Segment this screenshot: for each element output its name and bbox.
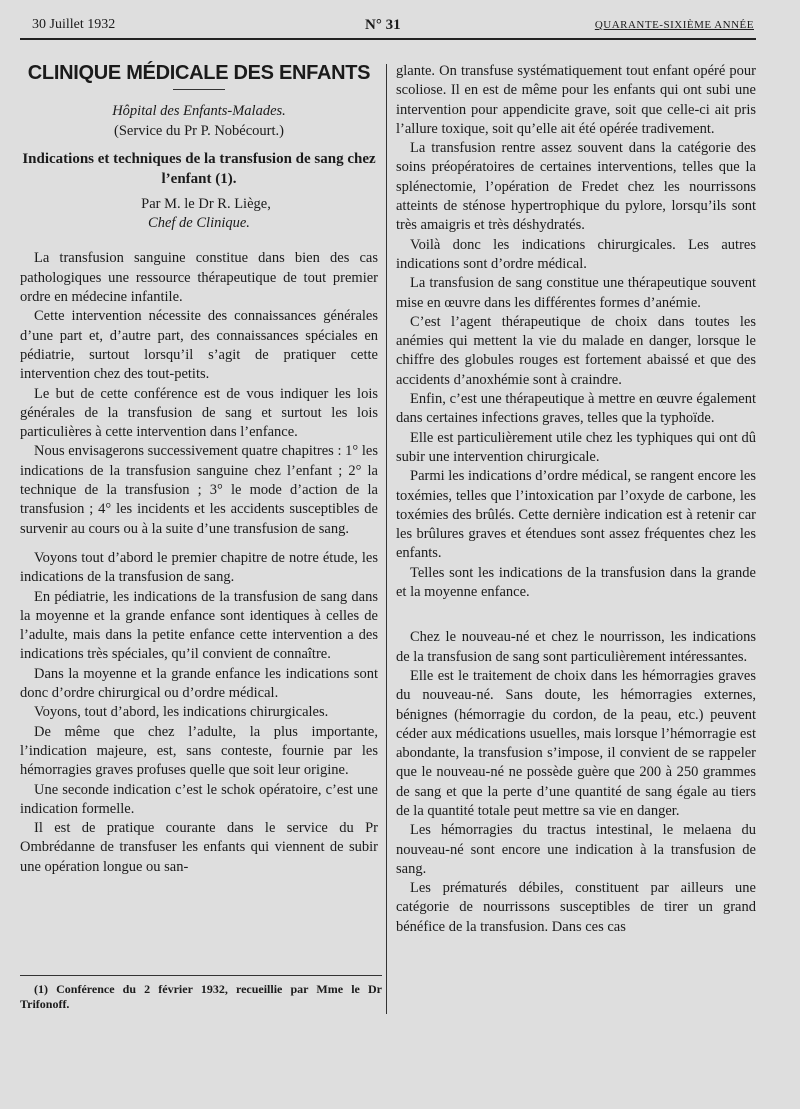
left-paragraph: Il est de pratique courante dans le service du Pr Ombrédanne de transfuser les enfants qui viennent de subir une opération longue ou san- [20,820,378,875]
right-paragraph: glante. On transfuse systématiquement tout enfant opéré pour scoliose. Il en est de même pour les enfants qui ont subi une intervention pour appendicite grave, soit que celle-ci ait pris l’allure toxique, soit qu’elle ait été opérée tradivement. [396,63,756,137]
article-title: Indications et techniques de la transfusion de sang chez l’enfant (1). [22,150,376,187]
header-issue-number: N° 31 [365,17,401,33]
author-line [20,195,378,234]
title-rule [173,89,225,90]
column-divider [386,64,387,1014]
author-role: Chef de Clinique. [148,215,250,232]
right-paragraph: Elle est particulièrement utile chez les typhiques qui ont dû subir une intervention chirurgicale. [396,429,756,465]
right-paragraph: Voilà donc les indications chirurgicales. Les autres indications sont d’ordre médical. [396,236,756,272]
left-column [20,62,378,877]
right-paragraph: C’est l’agent thérapeutique de choix dans toutes les anémies qui mettent la vie du malade en danger, lorsque le chiffre des globules rouges est fortement abaissé et que des accidents d’anoxhémie sont à craindre. [396,313,756,388]
right-paragraph: Les hémorragies du tractus intestinal, le melaena du nouveau-né sont encore une indication à la transfusion de sang. [396,822,756,877]
footnote-rule [20,975,382,976]
left-paragraph: Dans la moyenne et la grande enfance les indications sont donc d’ordre chirurgical ou d’ordre médical. [20,665,378,702]
footnote-text: (1) Conférence du 2 février 1932, recueillie par Mme le Dr Trifonoff. [20,982,382,1011]
right-paragraph: Parmi les indications d’ordre médical, se rangent encore les toxémies, telles que l’intoxication par l’oxyde de carbone, les toxémies des brûlés. Cette dernière indication est à retenir car les brûlures graves et étendues sont assez fréquentes chez les enfants. [396,468,756,562]
left-paragraph: Cette intervention nécessite des connaissances générales d’une part et, d’autre part, des connaissances spéciales en pédiatrie, surtout lorsqu’il s’agit de pratiquer cette intervention chez des tout-petits. [20,308,378,383]
author-name: Par M. le Dr R. Liège, [141,195,271,212]
footnote [20,982,382,1012]
service-line: (Service du Pr P. Nobécourt.) [114,122,284,139]
left-paragraph: Voyons tout d’abord le premier chapitre de notre étude, les indications de la transfusion de sang. [20,549,378,586]
left-paragraph: De même que chez l’adulte, la plus importante, l’indication majeure, est, sans conteste, fournie par les hémorragies graves profuses quelle que soit leur origine. [20,723,378,779]
right-paragraph: Les prématurés débiles, constituent par ailleurs une catégorie de nourrissons susceptibles de tirer un grand bénéfice de la transfusion. Dans ces cas [396,880,756,935]
left-paragraph: Le but de cette conférence est de vous indiquer les lois générales de la transfusion de sang et surtout les lois particulières à cette intervention dans l’enfance. [20,385,378,441]
header-year: QUARANTE-SIXIÈME ANNÉE [594,19,754,31]
right-column [396,62,756,937]
right-paragraph: Enfin, c’est une thérapeutique à mettre en œuvre également dans certaines infections graves, telles que la typhoïde. [396,391,756,427]
left-paragraph: La transfusion sanguine constitue dans bien des cas pathologiques une ressource thérapeutique de tout premier ordre en médecine infantile. [20,250,378,306]
header-date: 30 Juillet 1932 [32,17,116,32]
left-paragraph: Voyons, tout d’abord, les indications chirurgicales. [34,704,329,721]
hospital-line: Hôpital des Enfants-Malades. [112,103,286,120]
right-paragraph: Telles sont les indications de la transfusion dans la grande et la moyenne enfance. [396,564,756,601]
header-rule [20,38,756,40]
left-paragraph: Nous envisagerons successivement quatre chapitres : 1° les indications de la transfusion sanguine chez l’enfant ; 2° la technique de la transfusion ; 3° le mode d’action de la transfusion ; 4° les incidents et les accidents susceptibles de survenir au cours ou à la suite d’une transfusion de sang. [20,443,378,537]
left-paragraph: Une seconde indication c’est le schok opératoire, c’est une indication formelle. [20,781,378,817]
section-title: CLINIQUE MÉDICALE DES ENFANTS [27,62,371,84]
right-paragraph: La transfusion de sang constitue une thérapeutique souvent mise en œuvre dans les différentes formes d’anémie. [396,275,756,311]
left-paragraph: En pédiatrie, les indications de la transfusion de sang dans la moyenne et la grande enfance sont identiques à celles de l’adulte, mais dans la petite enfance cette intervention a des indications très spéciales, qu’il convient de connaître. [20,588,378,663]
right-paragraph: Elle est le traitement de choix dans les hémorragies graves du nouveau-né. Sans doute, les hémorragies externes, bénignes (hémorragie du cordon, de la peau, etc.) peuvent céder aux médications usuelles, mais lorsque l’hémorragie est abondante, la transfusion s’impose, il convient de se rappeler que le nouveau-né ne possède guère que 200 à 250 grammes de sang et que la perte d’une quantité de sang égale au tiers de la quantité totale peut mettre sa vie en danger. [396,667,756,819]
right-paragraph: La transfusion rentre assez souvent dans la catégorie des soins préopératoires de certaines interventions, telles que la splénectomie, l’opération de Fredet chez les nourrissons atteints de sténose hypertrophique du pylore, lorsqu’ils sont très amaigris et très déshydratés. [396,140,756,234]
right-paragraph: Chez le nouveau-né et chez le nourrisson, les indications de la transfusion de sang sont particulièrement intéressantes. [396,629,756,665]
